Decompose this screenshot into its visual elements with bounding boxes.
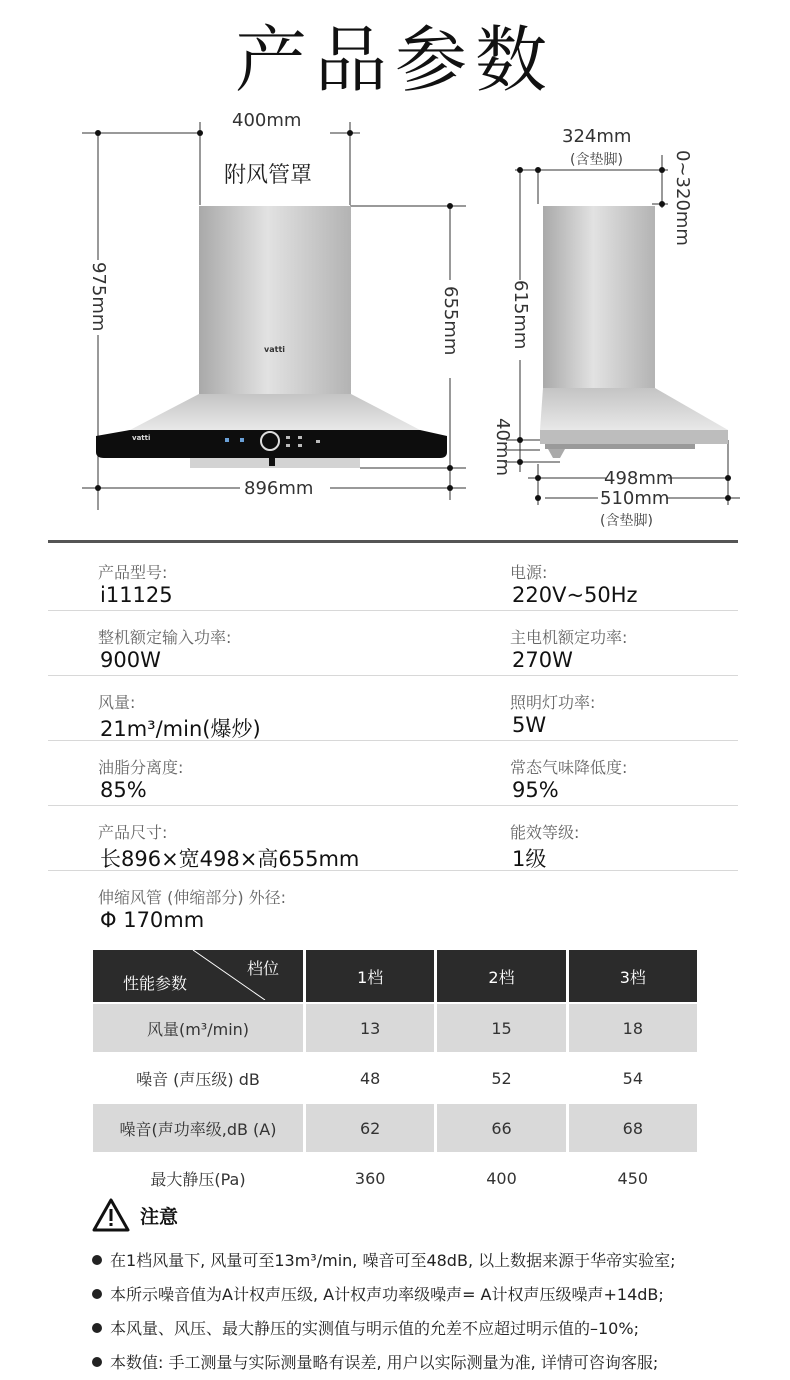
table-cell: 66 bbox=[437, 1104, 565, 1152]
spec-label: 整机额定输入功率: bbox=[98, 628, 232, 647]
bullet-icon bbox=[92, 1357, 102, 1367]
bullet-icon bbox=[92, 1289, 102, 1299]
bullet-icon bbox=[92, 1255, 102, 1265]
performance-params-header: 性能参数 bbox=[123, 974, 188, 993]
table-row bbox=[93, 1154, 697, 1202]
notice-item-text: 在1档风量下, 风量可至13m³/min, 噪音可至48dB, 以上数据来源于华帝实验室; bbox=[110, 1251, 676, 1270]
front-width-label: 896mm bbox=[244, 478, 314, 499]
side-depth-label: 498mm bbox=[604, 468, 674, 489]
side-top-depth-note: (含垫脚) bbox=[570, 152, 623, 168]
spec-value: 900W bbox=[100, 648, 161, 672]
side-lower-height-label: 40mm bbox=[492, 418, 513, 476]
notice-item-text: 本所示噪音值为A计权声压级, A计权声功率级噪声= A计权声压级噪声+14dB; bbox=[110, 1285, 664, 1304]
table-row bbox=[93, 1004, 697, 1052]
performance-table bbox=[90, 948, 700, 1204]
spec-row bbox=[48, 546, 738, 611]
notice-item bbox=[92, 1282, 664, 1305]
side-top-depth-label: 324mm bbox=[562, 126, 632, 147]
spec-row bbox=[48, 676, 738, 741]
spec-label: 电源: bbox=[510, 563, 548, 582]
table-row bbox=[93, 1104, 697, 1152]
warning-icon bbox=[92, 1198, 130, 1232]
brand-logo-upper: vatti bbox=[264, 345, 286, 354]
spec-label: 油脂分离度: bbox=[98, 758, 184, 777]
notice-title: 注意 bbox=[140, 1206, 179, 1228]
spec-row bbox=[48, 871, 738, 935]
gear-level-header: 档位 bbox=[246, 959, 279, 978]
notice-section bbox=[92, 1198, 732, 1378]
front-total-height-label: 975mm bbox=[88, 262, 109, 332]
notice-item bbox=[92, 1316, 639, 1339]
spec-value: 21m³/min(爆炒) bbox=[100, 717, 261, 741]
spec-row bbox=[48, 611, 738, 676]
spec-label: 风量: bbox=[98, 693, 136, 712]
front-top-width-label: 400mm bbox=[232, 110, 302, 131]
front-body-height-label: 655mm bbox=[440, 286, 461, 356]
side-total-depth-label: 510mm bbox=[600, 488, 670, 509]
row-header: 最大静压(Pa) bbox=[150, 1169, 246, 1189]
dimension-diagram bbox=[0, 100, 790, 540]
spec-label: 伸缩风管 (伸缩部分) 外径: bbox=[98, 888, 287, 907]
notice-item-text: 本风量、风压、最大静压的实测值与明示值的允差不应超过明示值的–10%; bbox=[110, 1319, 639, 1338]
spec-value: 5W bbox=[512, 713, 547, 737]
column-header: 3档 bbox=[569, 950, 697, 1002]
page-title: 产品参数 bbox=[234, 18, 555, 102]
notice-item bbox=[92, 1248, 676, 1271]
row-header: 风量(m³/min) bbox=[93, 1004, 303, 1052]
spec-row bbox=[48, 806, 738, 871]
side-duct-range-label: 0~320mm bbox=[672, 150, 693, 246]
spec-value: i11125 bbox=[100, 583, 173, 607]
spec-label: 照明灯功率: bbox=[510, 693, 596, 712]
spec-label: 能效等级: bbox=[510, 823, 580, 842]
duct-cover-label: 附风管罩 bbox=[224, 163, 313, 188]
table-cell: 62 bbox=[306, 1104, 434, 1152]
notice-item bbox=[92, 1350, 658, 1373]
table-row bbox=[93, 1054, 697, 1102]
table-cell: 54 bbox=[622, 1068, 643, 1088]
bullet-icon bbox=[92, 1323, 102, 1333]
notice-item-text: 本数值: 手工测量与实际测量略有误差, 用户以实际测量为准, 详情可咨询客服; bbox=[110, 1353, 659, 1372]
spec-label: 产品尺寸: bbox=[98, 823, 168, 842]
spec-row bbox=[48, 741, 738, 806]
spec-value: Φ 170mm bbox=[100, 908, 205, 932]
row-header: 噪音 (声压级) dB bbox=[136, 1069, 260, 1089]
column-header: 1档 bbox=[306, 950, 434, 1002]
spec-value: 长896×宽498×高655mm bbox=[100, 847, 360, 871]
table-cell: 400 bbox=[486, 1168, 517, 1188]
table-cell: 13 bbox=[306, 1004, 434, 1052]
spec-value: 85% bbox=[100, 778, 147, 802]
spec-label: 主电机额定功率: bbox=[510, 628, 628, 647]
table-header-row bbox=[93, 950, 697, 1002]
table-cell: 52 bbox=[491, 1068, 512, 1088]
table-corner-cell bbox=[93, 950, 303, 1002]
spec-value: 270W bbox=[512, 648, 573, 672]
brand-logo-panel: vatti bbox=[132, 434, 151, 442]
table-cell: 450 bbox=[617, 1168, 649, 1188]
spec-list bbox=[48, 540, 738, 940]
spec-value: 220V~50Hz bbox=[512, 583, 638, 607]
table-cell: 18 bbox=[569, 1004, 697, 1052]
spec-label: 常态气味降低度: bbox=[510, 758, 628, 777]
table-cell: 68 bbox=[569, 1104, 697, 1152]
table-cell: 48 bbox=[359, 1068, 381, 1088]
side-height-label: 615mm bbox=[510, 280, 531, 350]
table-cell: 15 bbox=[437, 1004, 565, 1052]
side-total-depth-note: (含垫脚) bbox=[600, 513, 653, 529]
row-header: 噪音(声功率级,dB (A) bbox=[93, 1104, 303, 1152]
spec-label: 产品型号: bbox=[98, 563, 168, 582]
table-cell: 360 bbox=[354, 1168, 386, 1188]
column-header: 2档 bbox=[437, 950, 565, 1002]
spec-value: 95% bbox=[512, 778, 559, 802]
spec-value: 1级 bbox=[512, 847, 547, 871]
